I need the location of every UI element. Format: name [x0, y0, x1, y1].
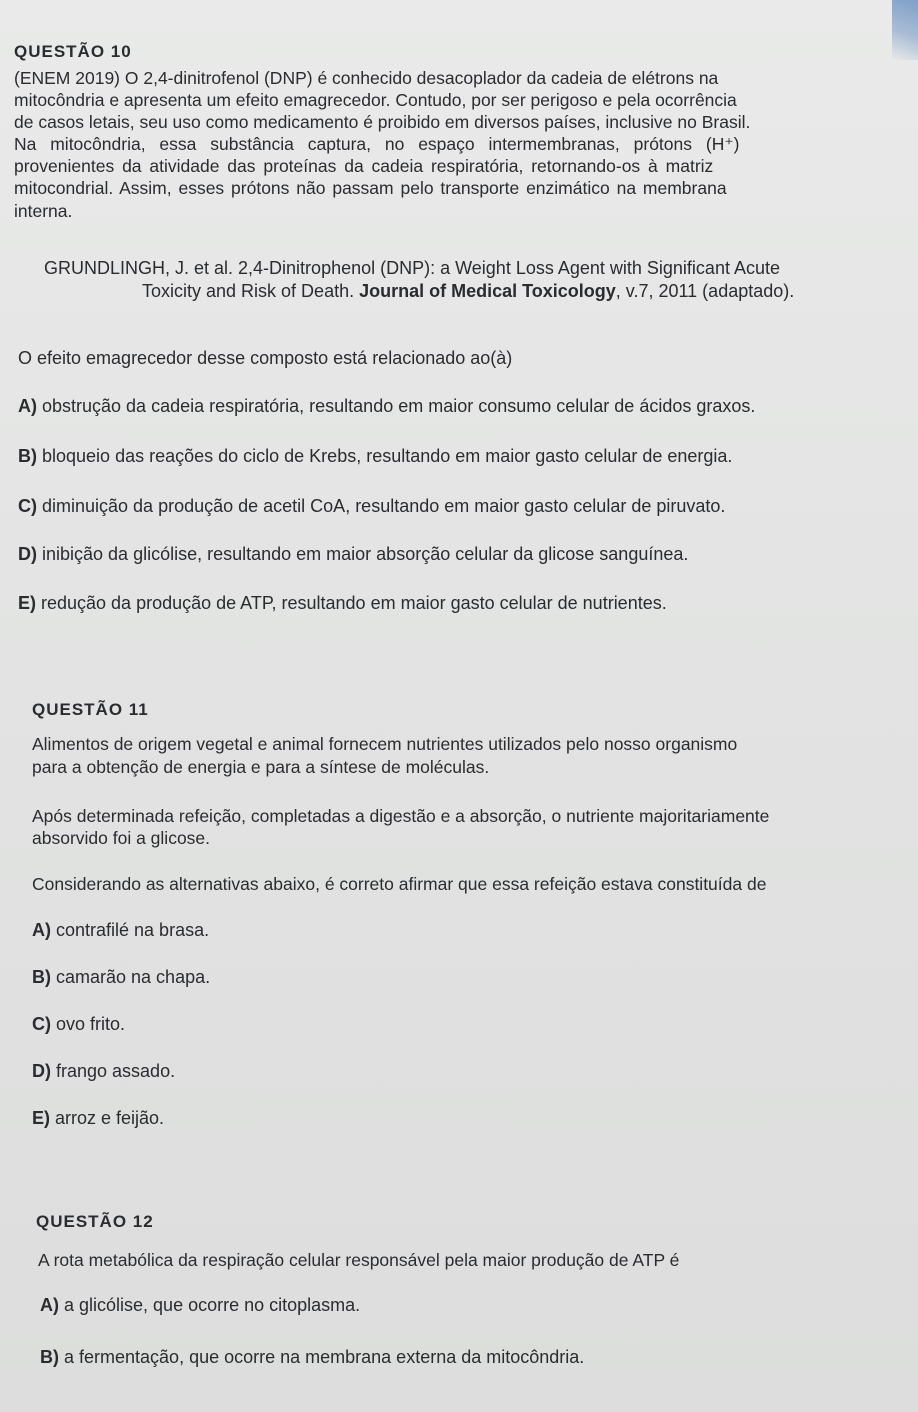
- option-letter: B): [18, 446, 37, 466]
- option-text: a fermentação, que ocorre na membrana externa da mitocôndria.: [59, 1347, 585, 1367]
- option-c[interactable]: [18, 496, 725, 517]
- option-b[interactable]: [18, 446, 732, 467]
- option-a[interactable]: [32, 920, 209, 941]
- option-d[interactable]: [18, 544, 688, 565]
- q11-paragraph-1: para a obtenção de energia e para a síntese de moléculas.: [32, 757, 490, 777]
- option-letter: E): [18, 593, 36, 613]
- page-corner-shadow: [892, 0, 918, 60]
- option-letter: B): [40, 1347, 59, 1367]
- option-letter: B): [32, 967, 51, 987]
- stem-line: (ENEM 2019) O 2,4-dinitrofenol (DNP) é conhecido desacoplador da cadeia de elétrons na: [14, 68, 719, 88]
- reference-line-1: GRUNDLINGH, J. et al. 2,4-Dinitrophenol (DNP): a Weight Loss Agent with Significant Acute: [44, 258, 780, 278]
- option-text: redução da produção de ATP, resultando em maior gasto celular de nutrientes.: [36, 593, 667, 613]
- option-e[interactable]: [32, 1108, 164, 1129]
- q11-paragraph-2: absorvido foi a glicose.: [32, 828, 211, 848]
- reference-line-2: [142, 281, 794, 302]
- option-text: camarão na chapa.: [51, 967, 211, 987]
- option-letter: E): [32, 1108, 50, 1128]
- stem-line: Na mitocôndria, essa substância captura, no espaço intermembranas, prótons (H⁺): [14, 134, 740, 154]
- stem-line: mitocondrial. Assim, esses prótons não passam pelo transporte enzimático na membrana: [14, 178, 727, 198]
- reference-text: , v.7, 2011 (adaptado).: [615, 281, 795, 301]
- stem-line: de casos letais, seu uso como medicamento é proibido em diversos países, inclusive no Brasil.: [14, 112, 751, 132]
- option-text: contrafilé na brasa.: [51, 920, 210, 940]
- option-text: frango assado.: [51, 1061, 176, 1081]
- option-letter: D): [18, 544, 37, 564]
- option-letter: A): [40, 1295, 59, 1315]
- option-letter: A): [18, 396, 37, 416]
- option-text: arroz e feijão.: [50, 1108, 165, 1128]
- question-10-title: QUESTÃO 10: [14, 42, 132, 61]
- option-b[interactable]: [32, 967, 210, 988]
- question-11-title: QUESTÃO 11: [32, 700, 149, 719]
- question-12-title: QUESTÃO 12: [36, 1212, 154, 1231]
- option-text: diminuição da produção de acetil CoA, resultando em maior gasto celular de piruvato.: [37, 496, 726, 516]
- stem-line: mitocôndria e apresenta um efeito emagrecedor. Contudo, por ser perigoso e pela ocorrência: [14, 90, 737, 110]
- option-letter: C): [32, 1014, 51, 1034]
- option-e[interactable]: [18, 593, 667, 614]
- option-letter: D): [32, 1061, 51, 1081]
- q11-paragraph-2: Após determinada refeição, completadas a digestão e a absorção, o nutriente majoritariamente: [32, 806, 770, 826]
- q11-paragraph-1: Alimentos de origem vegetal e animal fornecem nutrientes utilizados pelo nosso organismo: [32, 734, 738, 754]
- option-text: bloqueio das reações do ciclo de Krebs, resultando em maior gasto celular de energia.: [37, 446, 733, 466]
- option-c[interactable]: [32, 1014, 125, 1035]
- option-b[interactable]: [40, 1347, 584, 1368]
- option-text: a glicólise, que ocorre no citoplasma.: [59, 1295, 361, 1315]
- stem-line: interna.: [14, 201, 73, 221]
- option-a[interactable]: [18, 396, 755, 417]
- option-text: obstrução da cadeia respiratória, resultando em maior consumo celular de ácidos graxos.: [37, 396, 756, 416]
- option-text: ovo frito.: [51, 1014, 126, 1034]
- q11-prompt: Considerando as alternativas abaixo, é correto afirmar que essa refeição estava constituída de: [32, 874, 767, 894]
- option-d[interactable]: [32, 1061, 175, 1082]
- option-text: inibição da glicólise, resultando em maior absorção celular da glicose sanguínea.: [37, 544, 689, 564]
- q12-prompt: A rota metabólica da respiração celular responsável pela maior produção de ATP é: [38, 1250, 680, 1270]
- reference-text: Toxicity and Risk of Death.: [142, 281, 360, 301]
- option-letter: A): [32, 920, 51, 940]
- option-a[interactable]: [40, 1295, 360, 1316]
- option-letter: C): [18, 496, 37, 516]
- stem-line: provenientes da atividade das proteínas da cadeia respiratória, retornando-os à matriz: [14, 156, 714, 176]
- journal-name: Journal of Medical Toxicology: [359, 281, 616, 301]
- question-10-prompt: O efeito emagrecedor desse composto está relacionado ao(à): [18, 348, 513, 368]
